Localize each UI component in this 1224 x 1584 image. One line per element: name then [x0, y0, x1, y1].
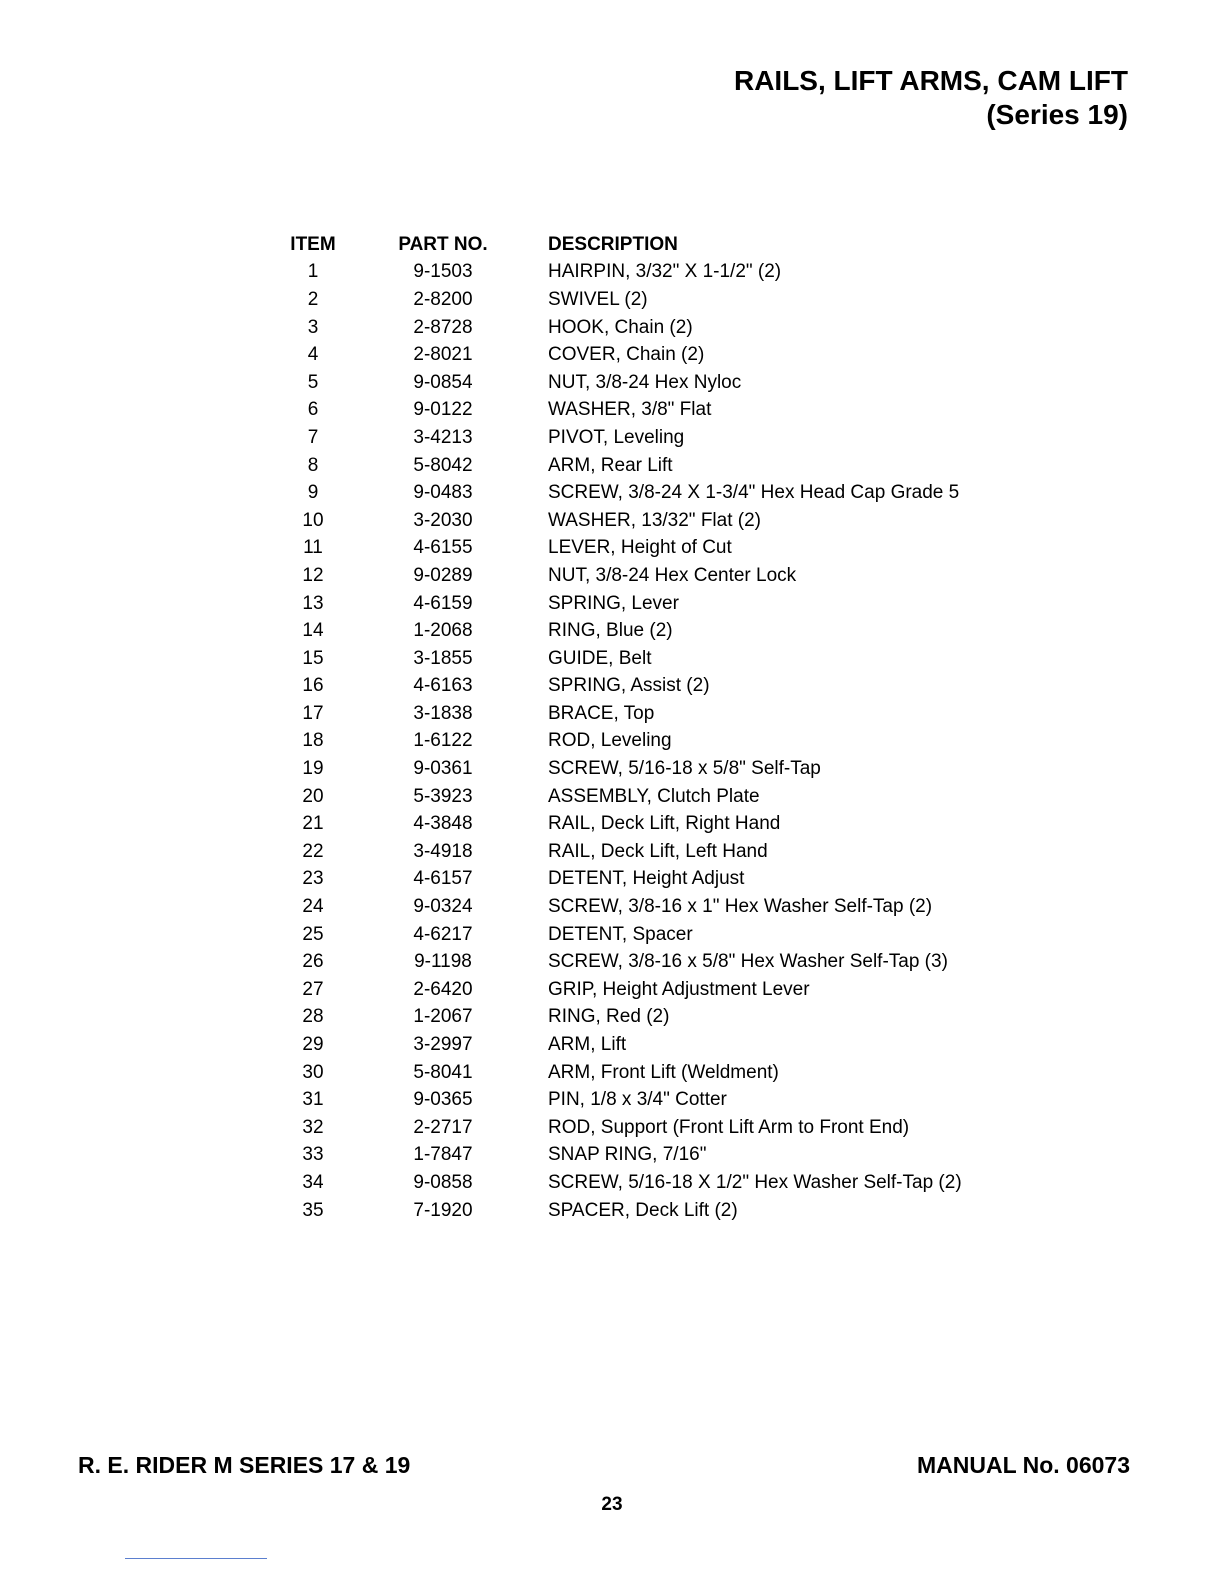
part-number: 9-0289 [413, 564, 473, 586]
part-description: GUIDE, Belt [548, 647, 652, 669]
part-description: SPRING, Lever [548, 592, 679, 614]
item-number: 22 [302, 840, 324, 862]
part-description: BRACE, Top [548, 702, 655, 724]
item-number: 17 [302, 702, 324, 724]
table-row [268, 1197, 1028, 1225]
table-row [268, 976, 1028, 1004]
page-title [734, 64, 1128, 132]
part-description: SCREW, 5/16-18 X 1/2" Hex Washer Self-Tap (2) [548, 1171, 962, 1193]
table-row [268, 617, 1028, 645]
table-row [268, 1004, 1028, 1032]
item-number: 15 [302, 647, 324, 669]
part-number: 3-4213 [413, 426, 473, 448]
part-number: 4-6157 [413, 868, 473, 890]
item-number: 27 [302, 978, 324, 1000]
part-number: 4-6217 [413, 923, 473, 945]
table-row [268, 535, 1028, 563]
item-number: 2 [307, 288, 319, 310]
part-number: 4-6163 [413, 675, 473, 697]
item-number: 24 [302, 896, 324, 918]
item-number: 32 [302, 1116, 324, 1138]
part-description: SWIVEL (2) [548, 288, 648, 310]
part-number: 9-0854 [413, 371, 473, 393]
table-row [268, 452, 1028, 480]
item-number: 12 [302, 564, 324, 586]
table-header [268, 231, 1028, 259]
footer-model: R. E. RIDER M SERIES 17 & 19 [78, 1452, 411, 1478]
part-number: 3-1855 [413, 647, 473, 669]
item-number: 31 [302, 1089, 324, 1111]
table-row [268, 341, 1028, 369]
part-description: RAIL, Deck Lift, Right Hand [548, 813, 781, 835]
part-number: 1-2068 [413, 620, 473, 642]
footer-manual-number: MANUAL No. 06073 [916, 1452, 1130, 1478]
item-number: 18 [302, 730, 324, 752]
column-header-part-no: PART NO. [398, 233, 488, 255]
part-description: SCREW, 3/8-24 X 1-3/4" Hex Head Cap Grade 5 [548, 482, 960, 504]
table-body [268, 259, 1028, 1225]
part-number: 2-8200 [413, 288, 473, 310]
part-description: SCREW, 3/8-16 x 5/8" Hex Washer Self-Tap (3) [548, 951, 948, 973]
item-number: 14 [302, 620, 324, 642]
table-row [268, 948, 1028, 976]
table-row [268, 1114, 1028, 1142]
table-row [268, 810, 1028, 838]
part-description: RING, Red (2) [548, 1006, 670, 1028]
part-number: 9-1198 [414, 951, 472, 973]
table-row [268, 866, 1028, 894]
part-description: RAIL, Deck Lift, Left Hand [548, 840, 768, 862]
table-row [268, 286, 1028, 314]
table-row [268, 1169, 1028, 1197]
part-number: 4-3848 [413, 813, 473, 835]
part-number: 4-6155 [413, 537, 473, 559]
table-row [268, 893, 1028, 921]
table-row [268, 783, 1028, 811]
title-line-1: RAILS, LIFT ARMS, CAM LIFT [733, 65, 1128, 96]
table-row [268, 590, 1028, 618]
part-number: 9-0122 [413, 399, 473, 421]
item-number: 3 [307, 316, 319, 338]
part-description: NUT, 3/8-24 Hex Nyloc [548, 371, 742, 393]
part-number: 2-2717 [413, 1116, 473, 1138]
item-number: 5 [307, 371, 319, 393]
table-row [268, 838, 1028, 866]
item-number: 16 [302, 675, 324, 697]
part-description: SPACER, Deck Lift (2) [548, 1199, 738, 1221]
item-number: 25 [302, 923, 324, 945]
part-description: ARM, Lift [548, 1034, 627, 1056]
table-row [268, 259, 1028, 287]
table-row [268, 1142, 1028, 1170]
table-row [268, 424, 1028, 452]
table-row [268, 755, 1028, 783]
part-description: WASHER, 3/8" Flat [548, 399, 712, 421]
part-number: 3-4918 [413, 840, 473, 862]
table-row [268, 562, 1028, 590]
part-description: WASHER, 13/32" Flat (2) [548, 509, 761, 531]
item-number: 11 [303, 537, 323, 559]
part-number: 9-0361 [413, 758, 473, 780]
part-description: SNAP RING, 7/16" [548, 1144, 707, 1166]
part-number: 5-8042 [413, 454, 473, 476]
part-description: DETENT, Spacer [548, 923, 693, 945]
part-number: 2-6420 [413, 978, 473, 1000]
bottom-rule [125, 1558, 267, 1559]
table-row [268, 369, 1028, 397]
part-description: ROD, Leveling [548, 730, 672, 752]
part-description: ASSEMBLY, Clutch Plate [548, 785, 760, 807]
item-number: 34 [302, 1171, 324, 1193]
item-number: 19 [302, 758, 324, 780]
item-number: 23 [302, 868, 324, 890]
page-number: 23 [601, 1494, 623, 1515]
part-description: NUT, 3/8-24 Hex Center Lock [548, 564, 797, 586]
part-description: COVER, Chain (2) [548, 344, 705, 366]
part-number: 7-1920 [413, 1199, 473, 1221]
part-number: 1-6122 [413, 730, 473, 752]
part-number: 9-0324 [413, 896, 473, 918]
part-number: 5-8041 [413, 1061, 473, 1083]
part-description: LEVER, Height of Cut [548, 537, 732, 559]
table-row [268, 1059, 1028, 1087]
table-row [268, 645, 1028, 673]
table-row [268, 314, 1028, 342]
item-number: 26 [302, 951, 324, 973]
table-row [268, 921, 1028, 949]
part-description: SCREW, 3/8-16 x 1" Hex Washer Self-Tap (2) [548, 896, 933, 918]
item-number: 35 [302, 1199, 324, 1221]
part-description: ARM, Front Lift (Weldment) [548, 1061, 779, 1083]
table-row [268, 1086, 1028, 1114]
part-description: PIVOT, Leveling [548, 426, 685, 448]
table-row [268, 479, 1028, 507]
part-number: 3-2030 [413, 509, 473, 531]
item-number: 9 [307, 482, 319, 504]
part-number: 9-1503 [413, 261, 473, 283]
item-number: 4 [307, 344, 319, 366]
item-number: 28 [302, 1006, 324, 1028]
parts-table [268, 231, 1028, 1224]
item-number: 20 [302, 785, 324, 807]
column-header-item: ITEM [290, 233, 336, 255]
part-number: 9-0365 [413, 1089, 473, 1111]
item-number: 30 [302, 1061, 324, 1083]
item-number: 7 [307, 426, 319, 448]
part-number: 3-1838 [413, 702, 473, 724]
table-row [268, 700, 1028, 728]
part-number: 1-7847 [413, 1144, 473, 1166]
part-number: 2-8728 [413, 316, 473, 338]
table-row [268, 507, 1028, 535]
table-row [268, 728, 1028, 756]
part-number: 1-2067 [413, 1006, 473, 1028]
item-number: 10 [302, 509, 324, 531]
part-description: PIN, 1/8 x 3/4" Cotter [548, 1089, 727, 1111]
item-number: 33 [302, 1144, 324, 1166]
part-number: 5-3923 [413, 785, 473, 807]
part-number: 9-0858 [413, 1171, 473, 1193]
part-number: 9-0483 [413, 482, 473, 504]
part-description: ARM, Rear Lift [548, 454, 673, 476]
table-row [268, 397, 1028, 425]
part-description: HOOK, Chain (2) [548, 316, 693, 338]
part-description: SPRING, Assist (2) [548, 675, 710, 697]
part-description: GRIP, Height Adjustment Lever [548, 978, 810, 1000]
item-number: 6 [307, 399, 319, 421]
part-description: ROD, Support (Front Lift Arm to Front End) [548, 1116, 910, 1138]
part-description: SCREW, 5/16-18 x 5/8" Self-Tap [548, 758, 821, 780]
column-header-description: DESCRIPTION [548, 233, 678, 255]
part-description: HAIRPIN, 3/32" X 1-1/2" (2) [548, 261, 782, 283]
part-description: DETENT, Height Adjust [548, 868, 745, 890]
table-row [268, 673, 1028, 701]
part-description: RING, Blue (2) [548, 620, 673, 642]
item-number: 29 [302, 1034, 324, 1056]
item-number: 1 [307, 261, 319, 283]
part-number: 4-6159 [413, 592, 473, 614]
item-number: 21 [302, 813, 324, 835]
item-number: 8 [307, 454, 319, 476]
table-row [268, 1031, 1028, 1059]
part-number: 3-2997 [413, 1034, 473, 1056]
part-number: 2-8021 [413, 344, 473, 366]
title-line-2: (Series 19) [986, 99, 1128, 130]
item-number: 13 [302, 592, 324, 614]
